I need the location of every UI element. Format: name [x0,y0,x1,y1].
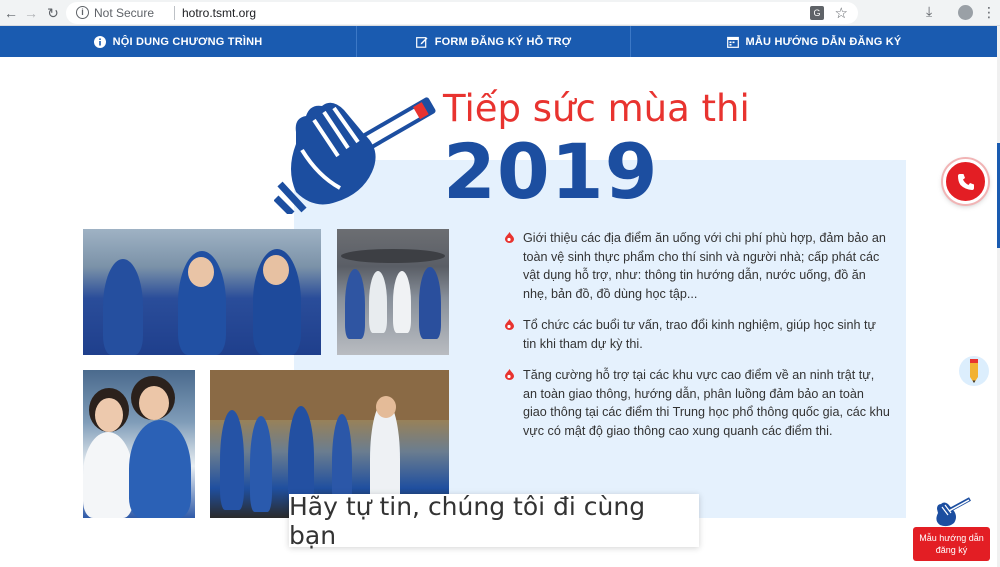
nav-item-label: MẪU HƯỚNG DẪN ĐĂNG KÝ [745,35,902,48]
volunteer-girls-photo [83,370,195,518]
flame-bullet-icon [505,369,514,380]
nav-item-label: NỘI DUNG CHƯƠNG TRÌNH [112,35,263,48]
list-item-text: Tổ chức các buổi tư vấn, trao đổi kinh nghiệm, giúp học sinh tự tin khi tham dự kỳ thi. [523,318,876,351]
list-item [505,316,890,353]
info-icon[interactable]: i [76,6,89,19]
fist-pencil-logo [274,74,442,214]
list-item-text: Tăng cường hỗ trợ tại các khu vực cao điểm về an ninh trật tự, an toàn giao thông, hướng dẫn, phân luồng đảm bảo an toàn giao thông tại các điểm thi Trung học phổ thông quốc gia, các khu vực có mật độ giao thông cao xung quanh các điểm thi. [523,368,890,438]
list-item-text: Giới thiệu các địa điểm ăn uống với chi phí phù hợp, đảm bảo an toàn vệ sinh thực phẩm cho thí sinh và người nhà; cấp phát các vật dụng hỗ trợ, như: thông tin hướng dẫn, nước uống, đồ ăn nhẹ, bản đồ, đồ dùng học tập... [523,231,886,301]
download-icon[interactable]: ⤓ [926,3,933,19]
calendar-icon [727,36,739,48]
reload-icon[interactable]: ↻ [47,5,59,21]
nav-item-label: FORM ĐĂNG KÝ HỖ TRỢ [434,35,572,48]
hero-year: 2019 [443,127,659,216]
more-menu-icon[interactable]: ⋮ [982,4,996,20]
list-item [505,366,890,440]
browser-toolbar [0,0,1000,26]
bookmark-star-icon[interactable]: ☆ [834,5,848,22]
nav-item-support-form[interactable] [357,26,631,57]
pencil-float-icon[interactable] [958,355,990,387]
students-umbrella-photo [337,229,449,355]
flame-bullet-icon [505,319,514,330]
address-bar[interactable] [66,2,858,24]
hero-title: Tiếp sức mùa thi [443,87,750,130]
fist-pencil-logo-small [932,497,972,527]
slogan-banner: Hãy tự tin, chúng tôi đi cùng bạn [289,494,699,547]
profile-avatar-icon[interactable] [958,5,973,20]
translate-icon[interactable]: G [810,6,824,20]
call-button[interactable] [943,159,988,204]
back-arrow-icon[interactable]: ← [4,5,18,21]
edit-icon [416,36,428,48]
registration-guide-button[interactable]: Mẫu hướng dẫn đăng ký [913,527,990,561]
main-navigation [0,26,997,57]
nav-item-registration-guide[interactable] [631,26,997,57]
info-icon [94,36,106,48]
security-label[interactable]: Not Secure [94,6,155,20]
list-item [505,229,890,303]
forward-arrow-icon[interactable]: → [24,5,38,21]
volunteers-photo [83,229,321,355]
phone-icon [956,172,976,192]
registration-guide-widget[interactable] [913,497,990,563]
url-text[interactable]: hotro.tsmt.org [182,6,257,20]
support-activities-list [505,229,890,453]
flame-bullet-icon [505,232,514,243]
address-divider [174,6,175,20]
nav-item-program-content[interactable] [0,26,357,57]
